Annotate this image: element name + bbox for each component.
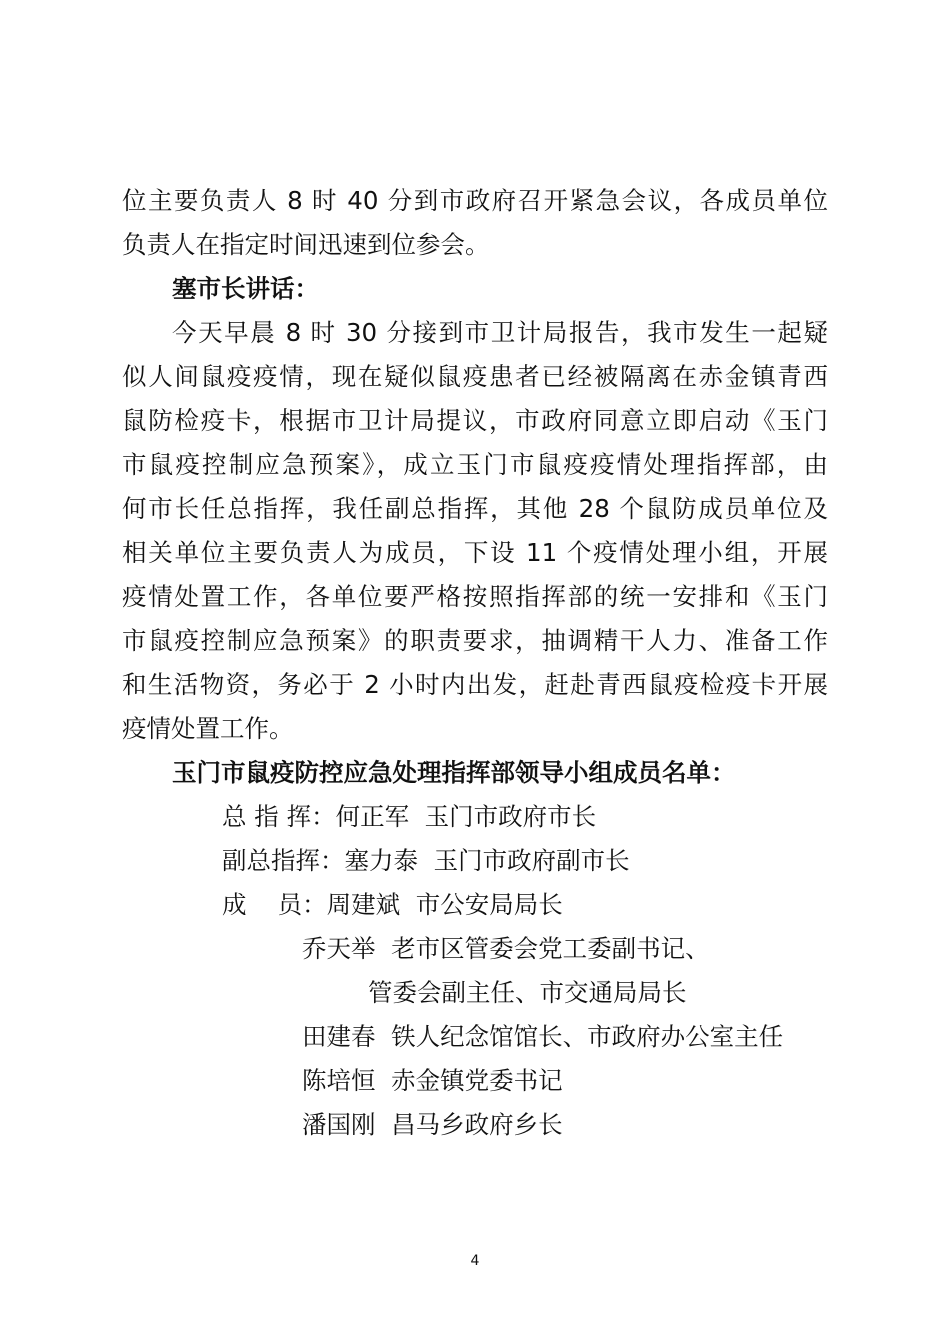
speech-line-2: 似人间鼠疫疫情，现在疑似鼠疫患者已经被隔离在赤金镇青西: [122, 362, 828, 391]
speech-line-8: 市鼠疫控制应急预案》的职责要求，抽调精干人力、准备工作: [122, 626, 828, 655]
page-number: 4: [470, 1253, 480, 1269]
speech-line-5: 何市长任总指挥，我任副总指挥，其他 28 个鼠防成员单位及: [122, 494, 828, 523]
roster-heading: 玉门市鼠疫防控应急处理指挥部领导小组成员名单：: [172, 758, 736, 787]
speech-heading: 塞市长讲话：: [172, 274, 319, 303]
roster-line-commander: 总 指 挥：何正军 玉门市政府市长: [222, 802, 597, 831]
speech-line-4: 市鼠疫控制应急预案》，成立玉门市鼠疫疫情处理指挥部，由: [122, 450, 828, 479]
speech-line-9: 和生活物资，务必于 2 小时内出发，赶赴青西鼠疫检疫卡开展: [122, 670, 828, 699]
roster-line-member-2: 乔天举 老市区管委会党工委副书记、: [302, 934, 710, 963]
roster-line-deputy: 副总指挥：塞力泰 玉门市政府副市长: [222, 846, 630, 875]
roster-line-members: 成 员：周建斌 市公安局局长: [222, 890, 563, 919]
roster-line-member-3: 田建春 铁人纪念馆馆长、市政府办公室主任: [302, 1022, 784, 1051]
speech-line-7: 疫情处置工作，各单位要严格按照指挥部的统一安排和《玉门: [122, 582, 828, 611]
intro-line-2: 负责人在指定时间迅速到位参会。: [122, 230, 490, 259]
speech-line-10: 疫情处置工作。: [122, 714, 294, 743]
speech-line-6: 相关单位主要负责人为成员，下设 11 个疫情处理小组，开展: [122, 538, 828, 567]
speech-line-1: 今天早晨 8 时 30 分接到市卫计局报告，我市发生一起疑: [172, 318, 828, 347]
roster-line-member-2-cont: 管委会副主任、市交通局局长: [368, 978, 687, 1007]
roster-line-member-5: 潘国刚 昌马乡政府乡长: [302, 1110, 563, 1139]
roster-line-member-4: 陈培恒 赤金镇党委书记: [302, 1066, 563, 1095]
speech-line-3: 鼠防检疫卡，根据市卫计局提议，市政府同意立即启动《玉门: [122, 406, 828, 435]
intro-line-1: 位主要负责人 8 时 40 分到市政府召开紧急会议，各成员单位: [122, 186, 828, 215]
